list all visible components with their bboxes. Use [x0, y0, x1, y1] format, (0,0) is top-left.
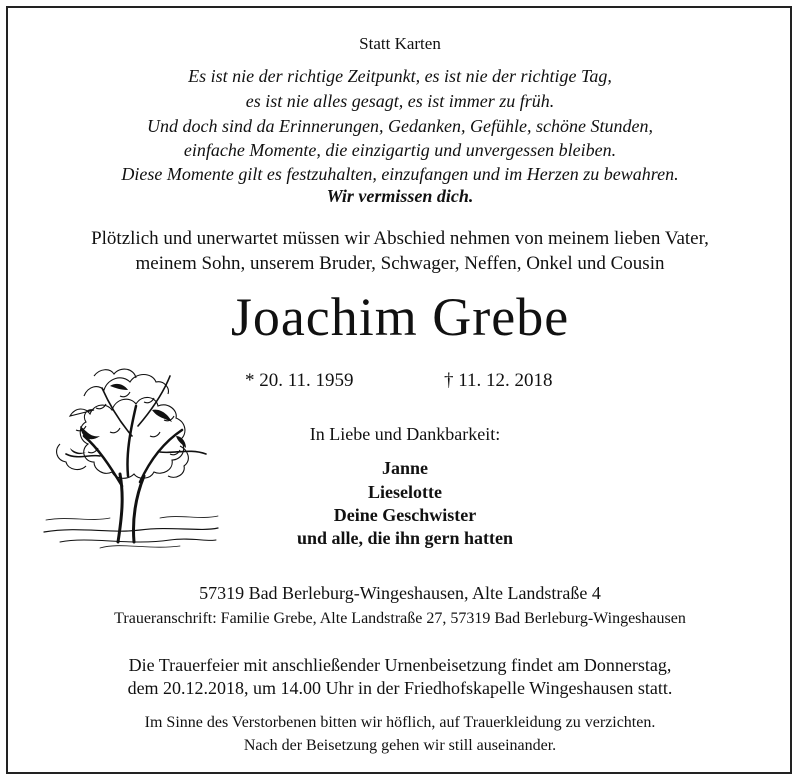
deceased-name: Joachim Grebe: [230, 287, 570, 347]
note-line-2: Nach der Beisetzung gehen wir still auseinander.: [243, 737, 557, 754]
mourner-3: Deine Geschwister: [333, 505, 477, 525]
funeral-info-line-2: dem 20.12.2018, um 14.00 Uhr in der Friedhofskapelle Wingeshausen statt.: [127, 678, 673, 698]
poem-closing: Wir vermissen dich.: [326, 186, 474, 206]
mourner-1: Janne: [381, 458, 428, 478]
mourner-2: Lieselotte: [368, 482, 442, 502]
poem-line-3: Und doch sind da Erinnerungen, Gedanken, Gefühle, schöne Stunden,: [147, 116, 653, 136]
note-line-1: Im Sinne des Verstorbenen bitten wir höflich, auf Trauerkleidung zu verzichten.: [144, 714, 656, 731]
intro-line-2: meinem Sohn, unserem Bruder, Schwager, Neffen, Onkel und Cousin: [135, 253, 665, 274]
death-date: † 11. 12. 2018: [444, 370, 553, 391]
gratitude-line: In Liebe und Dankbarkeit:: [309, 424, 501, 444]
poem-line-4: einfache Momente, die einzigartig und unvergessen bleiben.: [183, 140, 617, 160]
intro-line-1: Plötzlich und unerwartet müssen wir Abschied nehmen von meinem lieben Vater,: [91, 228, 709, 249]
mailing-address-line: Traueranschrift: Familie Grebe, Alte Landstraße 27, 57319 Bad Berleburg-Wingeshausen: [114, 610, 686, 627]
header-text: Statt Karten: [359, 34, 441, 53]
tree-illustration: [40, 336, 220, 552]
poem-line-2: es ist nie alles gesagt, es ist immer zu früh.: [245, 91, 555, 111]
poem-line-1: Es ist nie der richtige Zeitpunkt, es ist nie der richtige Tag,: [188, 66, 612, 86]
funeral-info-line-1: Die Trauerfeier mit anschließender Urnenbeisetzung findet am Donnerstag,: [128, 655, 672, 675]
mourner-4: und alle, die ihn gern hatten: [296, 528, 514, 548]
birth-date: * 20. 11. 1959: [245, 370, 354, 391]
address-line: 57319 Bad Berleburg-Wingeshausen, Alte Landstraße 4: [199, 583, 601, 603]
poem-line-5: Diese Momente gilt es festzuhalten, einzufangen und im Herzen zu bewahren.: [121, 164, 679, 184]
